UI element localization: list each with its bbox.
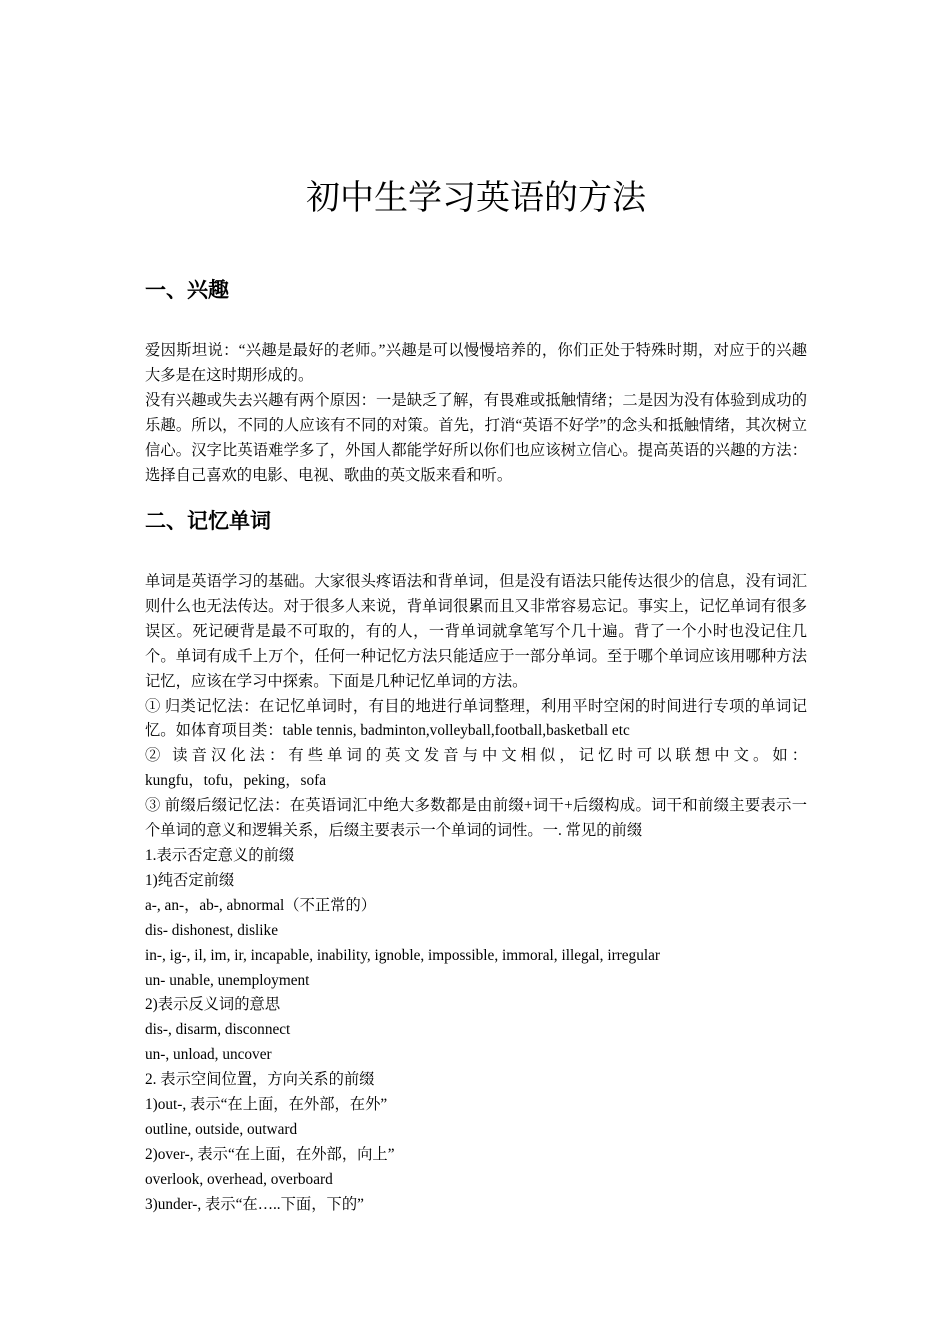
paragraph: ③ 前缀后缀记忆法：在英语词汇中绝大多数都是由前缀+词干+后缀构成。词干和前缀主要表示一个单词的意义和逻辑关系，后缀主要表示一个单词的词性。一. 常见的前缀	[145, 797, 807, 840]
list-item: un- unable, unemployment	[145, 971, 310, 989]
paragraph: ② 读音汉化法：有些单词的英文发音与中文相似，记忆时可以联想中文。如：	[145, 747, 807, 765]
list-item: 1)out-, 表示“在上面，在外部，在外”	[145, 1096, 388, 1114]
list-item: 2. 表示空间位置，方向关系的前缀	[145, 1071, 375, 1089]
section-heading-vocabulary: 二、记忆单词	[145, 509, 271, 533]
section-vocabulary-body	[145, 570, 807, 1218]
paragraph: ① 归类记忆法：在记忆单词时，有目的地进行单词整理，利用平时空闲的时间进行专项的单词记忆。如体育项目类：table tennis, badminton,volleyball,football,basketball etc	[145, 697, 807, 740]
list-item: dis-, disarm, disconnect	[145, 1021, 291, 1039]
list-item: 2)over-, 表示“在上面，在外部，向上”	[145, 1145, 395, 1163]
list-item: 2)表示反义词的意思	[145, 996, 281, 1014]
list-item: a-, an-，ab-, abnormal（不正常的）	[145, 896, 377, 914]
list-item: un-, unload, uncover	[145, 1046, 272, 1064]
paragraph: 没有兴趣或失去兴趣有两个原因：一是缺乏了解，有畏难或抵触情绪；二是因为没有体验到成功的乐趣。所以，不同的人应该有不同的对策。首先，打消“英语不好学”的念头和抵触情绪，其次树立信心。汉字比英语难学多了，外国人都能学好所以你们也应该树立信心。提高英语的兴趣的方法：选择自己喜欢的电影、电视、歌曲的英文版来看和听。	[145, 391, 807, 484]
paragraph: kungfu，tofu，peking，sofa	[145, 772, 326, 790]
list-item: overlook, overhead, overboard	[145, 1170, 333, 1188]
page-title: 初中生学习英语的方法	[306, 179, 646, 217]
list-item: dis- dishonest, dislike	[145, 921, 278, 939]
list-item: 3)under-, 表示“在…..下面，下的”	[145, 1195, 364, 1213]
list-item: 1.表示否定意义的前缀	[145, 846, 295, 864]
list-item: in-, ig-, il, im, ir, incapable, inability, ignoble, impossible, immoral, illegal, irregular	[145, 946, 660, 964]
list-item: 1)纯否定前缀	[145, 871, 235, 889]
section-interest-body	[145, 339, 807, 488]
list-item: outline, outside, outward	[145, 1120, 298, 1138]
paragraph: 单词是英语学习的基础。大家很头疼语法和背单词，但是没有语法只能传达很少的信息，没有词汇则什么也无法传达。对于很多人来说，背单词很累而且又非常容易忘记。事实上，记忆单词有很多误区。死记硬背是最不可取的，有的人，一背单词就拿笔写个几十遍。背了一个小时也没记住几个。单词有成千上万个，任何一种记忆方法只能适应于一部分单词。至于哪个单词应该用哪种方法记忆，应该在学习中探索。下面是几种记忆单词的方法。	[145, 573, 807, 690]
section-heading-interest: 一、兴趣	[145, 278, 229, 302]
paragraph: 爱因斯坦说：“兴趣是最好的老师。”兴趣是可以慢慢培养的，你们正处于特殊时期，对应于的兴趣大多是在这时期形成的。	[145, 342, 807, 384]
